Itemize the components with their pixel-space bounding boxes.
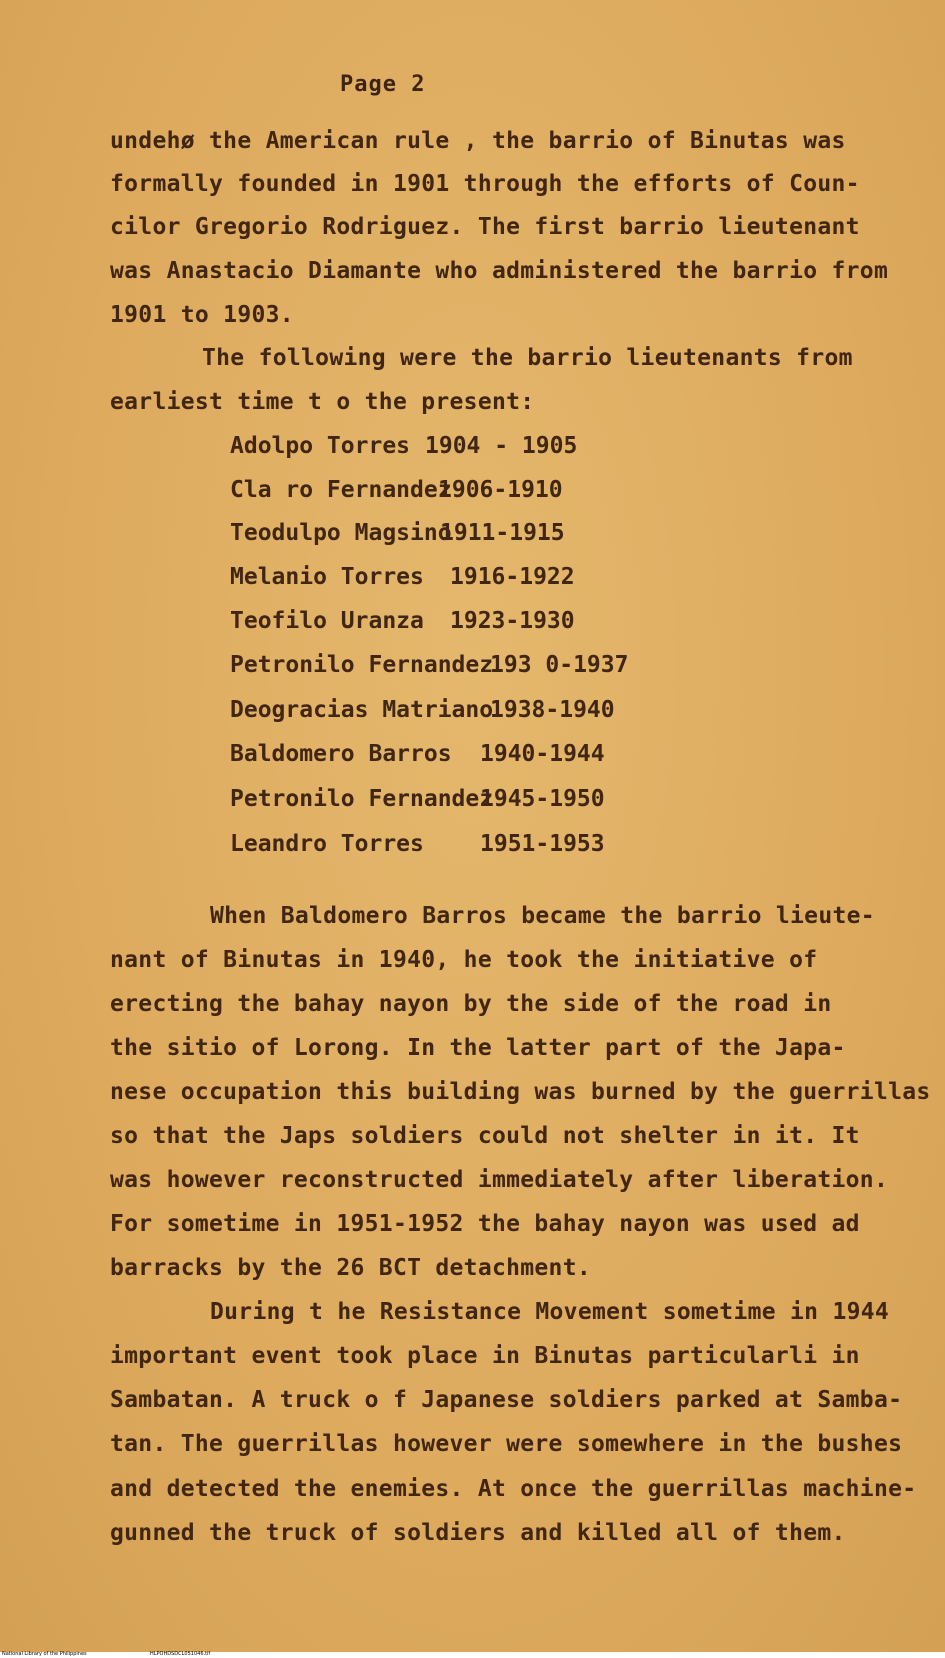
lieutenant-years: 1916-1922 — [450, 564, 575, 590]
text-line: formally founded in 1901 through the efforts of Coun- — [110, 171, 860, 197]
lieutenant-years: 1938-1940 — [490, 697, 615, 723]
lieutenant-years: 1951-1953 — [480, 831, 605, 857]
text-line: was however reconstructed immediately after liberation. — [110, 1167, 889, 1193]
lieutenant-name: Teofilo Uranza — [230, 608, 424, 634]
lieutenant-name: Petronilo Fernandez — [230, 786, 494, 812]
lieutenant-name: Baldomero Barros — [230, 741, 452, 767]
lieutenant-years: 1911-1915 — [440, 520, 565, 546]
lieutenant-years: 1904 - 1905 — [425, 433, 578, 459]
text-line: was Anastacio Diamante who administered the barrio from — [110, 258, 889, 284]
footer-source: National Library of the Philippines — [2, 1651, 87, 1657]
lieutenant-name: Deogracias Matriano — [230, 697, 494, 723]
lieutenant-name: Melanio Torres — [230, 564, 424, 590]
text-line: the sitio of Lorong. In the latter part of the Japa- — [110, 1035, 846, 1061]
text-line: barracks by the 26 BCT detachment. — [110, 1255, 592, 1281]
text-line: 1901 to 1903. — [110, 302, 294, 328]
lieutenant-years: 1923-1930 — [450, 608, 575, 634]
text-line: undehø the American rule , the barrio of Binutas was — [110, 128, 846, 154]
lieutenant-name: Teodulpo Magsino — [230, 520, 452, 546]
text-line: During t he Resistance Movement sometime in 1944 — [210, 1299, 890, 1325]
text-line: gunned the truck of soldiers and killed all of them. — [110, 1520, 846, 1546]
text-line: and detected the enemies. At once the guerrillas machine- — [110, 1476, 917, 1502]
lieutenant-years: 193 0-1937 — [490, 652, 629, 678]
lieutenant-name: Leandro Torres — [230, 831, 424, 857]
lieutenant-years: 1906-1910 — [438, 477, 563, 503]
lieutenant-years: 1945-1950 — [480, 786, 605, 812]
text-line: nant of Binutas in 1940, he took the initiative of — [110, 947, 818, 973]
text-line: When Baldomero Barros became the barrio lieute- — [210, 903, 875, 929]
lieutenant-name: Petronilo Fernandez — [230, 652, 494, 678]
lieutenant-name: Adolpo Torres — [230, 433, 411, 459]
text-line: so that the Japs soldiers could not shelter in it. It — [110, 1123, 860, 1149]
text-line: tan. The guerrillas however were somewhere in the bushes — [110, 1431, 903, 1457]
text-line: The following were the barrio lieutenants from — [202, 345, 853, 371]
text-line: earliest time t o the present: — [110, 389, 535, 415]
text-line: Sambatan. A truck o f Japanese soldiers parked at Samba- — [110, 1387, 903, 1413]
text-line: For sometime in 1951-1952 the bahay nayon was used ad — [110, 1211, 860, 1237]
lieutenant-name: Cla ro Fernandez — [230, 477, 452, 503]
scan-footer — [0, 1652, 945, 1658]
text-line: cilor Gregorio Rodriguez. The first barrio lieutenant — [110, 214, 860, 240]
text-line: nese occupation this building was burned by the guerrillas — [110, 1079, 931, 1105]
lieutenant-years: 1940-1944 — [480, 741, 605, 767]
footer-file: HLPOHDSDCL051046.tif — [150, 1651, 211, 1657]
text-line: erecting the bahay nayon by the side of the road in — [110, 991, 832, 1017]
page-number: Page 2 — [340, 72, 426, 97]
text-line: important event took place in Binutas particularli in — [110, 1343, 860, 1369]
